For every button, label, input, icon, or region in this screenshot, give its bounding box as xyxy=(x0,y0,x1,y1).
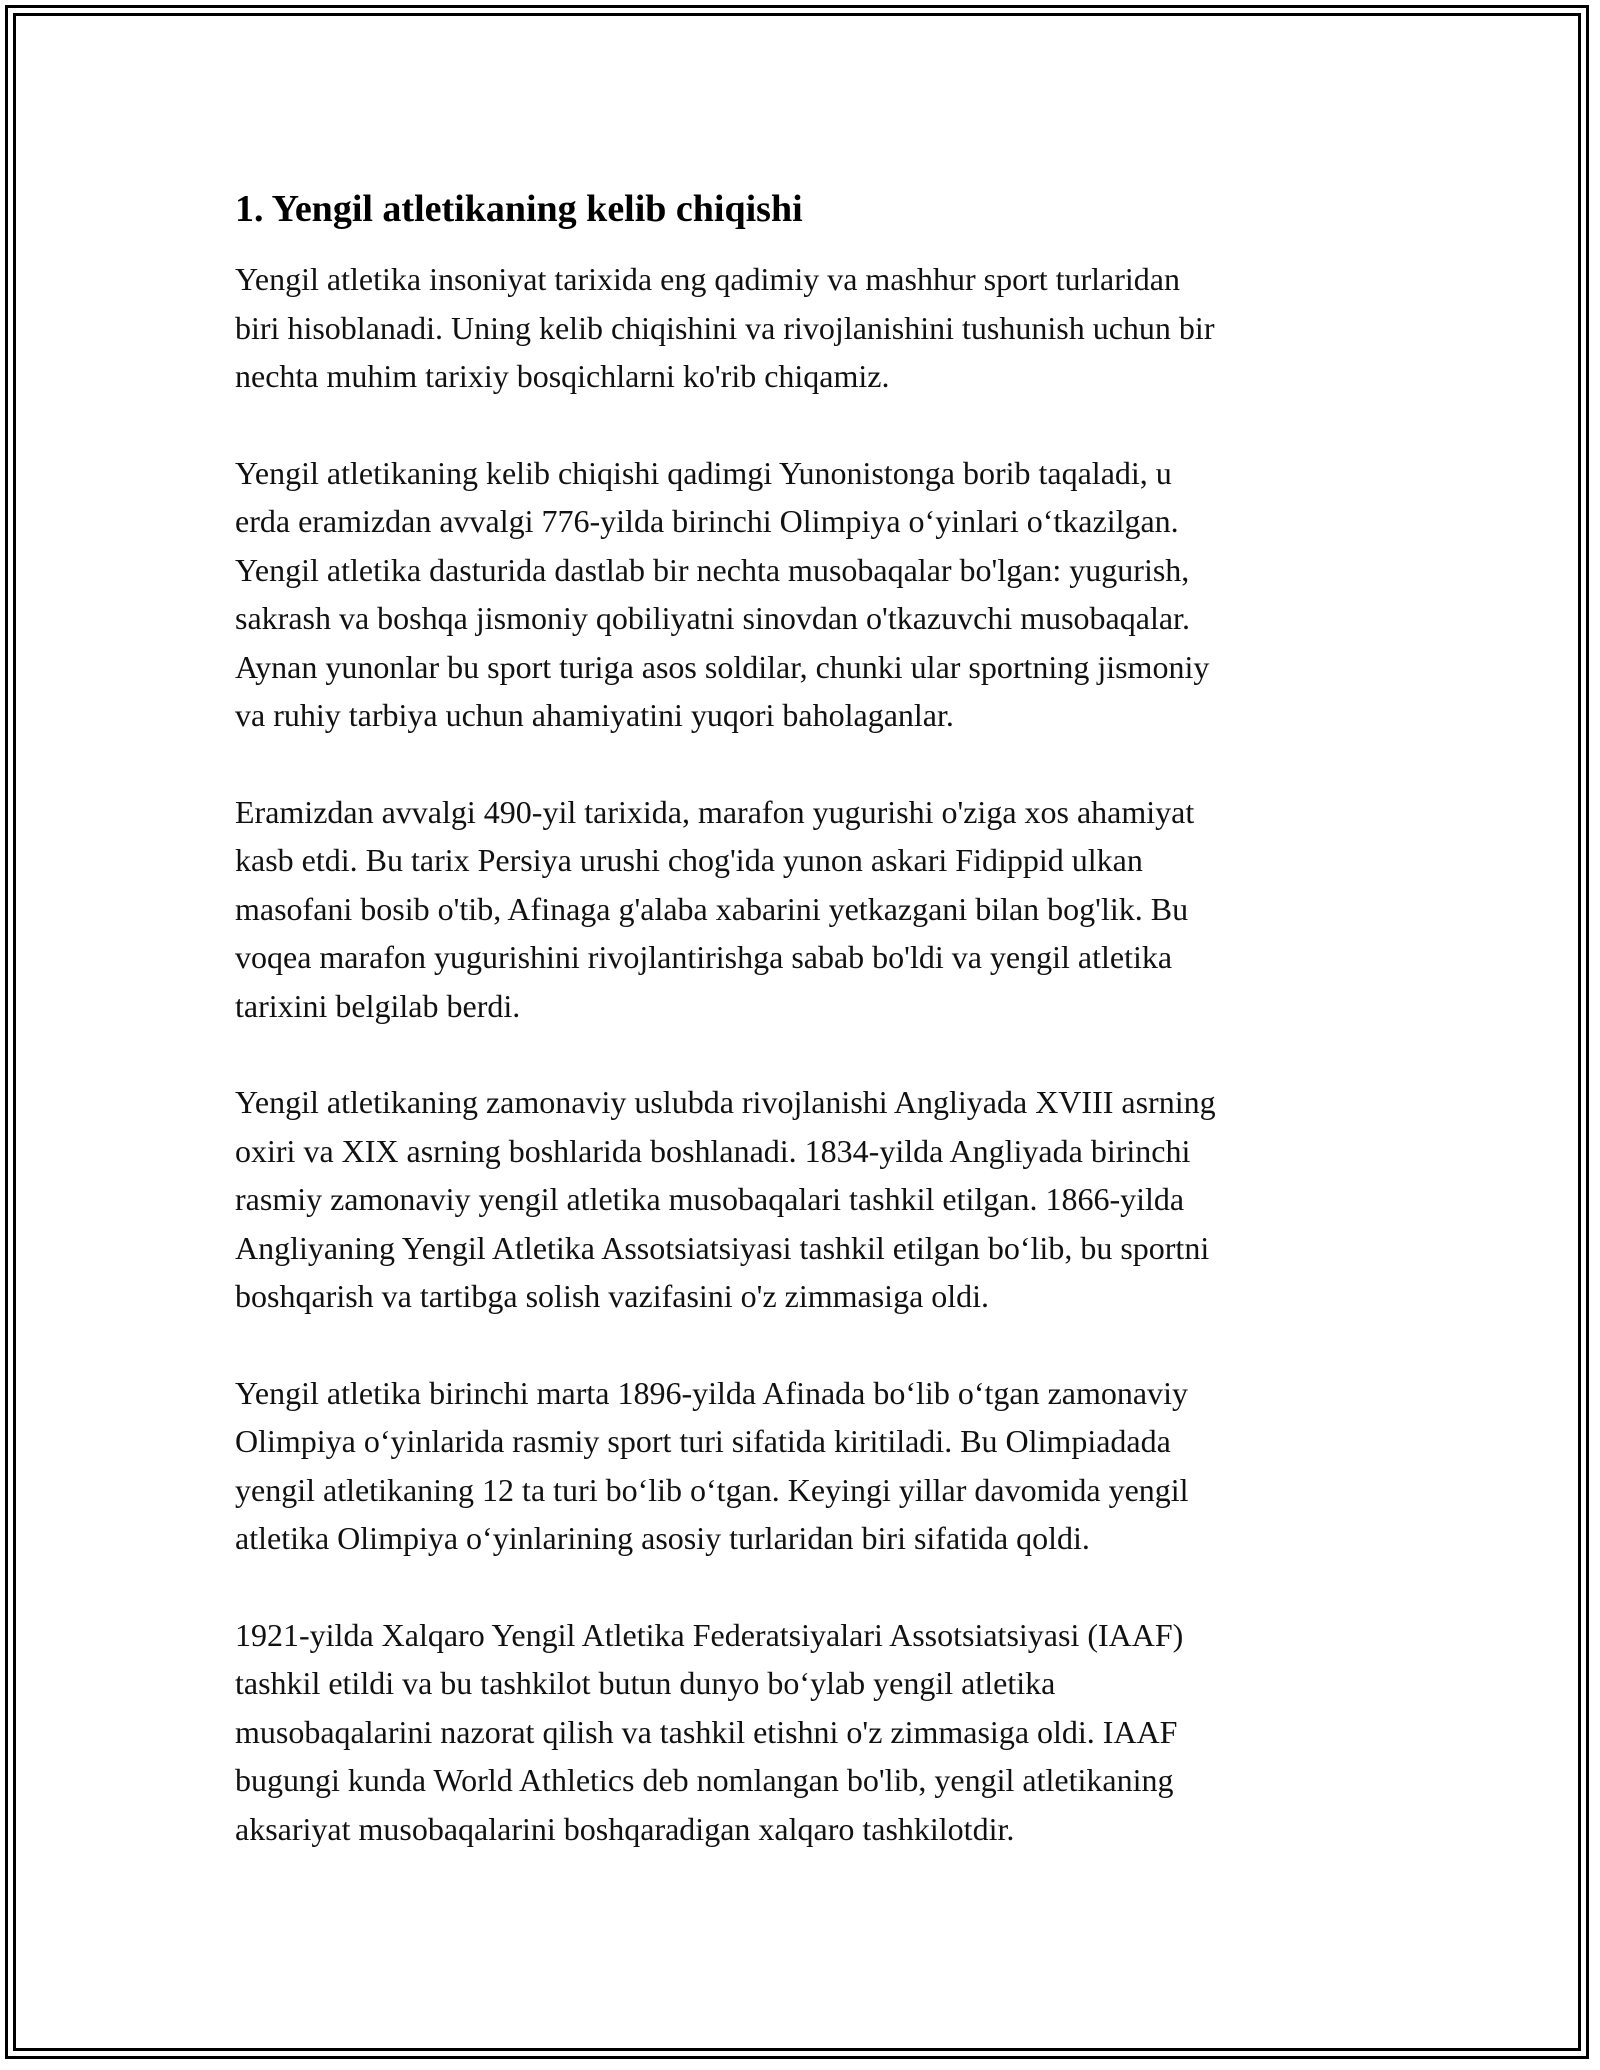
section-heading: 1. Yengil atletikaning kelib chiqishi xyxy=(235,188,803,230)
paragraph-2: Yengil atletikaning kelib chiqishi qadimgi Yunonistonga borib taqaladi, u erda eramizdan avvalgi 776-yilda birinchi Olimpiya o‘yinlari o‘tkazilgan. Yengil atletika dasturida dastlab bir nechta musobaqalar bo'lgan: yugurish, sakrash va boshqa jismoniy qobiliyatni sinovdan o'tkazuvchi musobaqalar. Aynan yunonlar bu sport turiga asos soldilar, chunki ular sportning jismoniy va ruhiy tarbiya uchun ahamiyatini yuqori baholaganlar. xyxy=(235,454,1210,733)
paragraph-3: Eramizdan avvalgi 490-yil tarixida, marafon yugurishi o'ziga xos ahamiyat kasb etdi. Bu tarix Persiya urushi chog'ida yunon askari Fidippid ulkan masofani bosib o'tib, Afinaga g'alaba xabarini yetkazgani bilan bog'lik. Bu voqea marafon yugurishini rivojlantirishga sabab bo'ldi va yengil atletika tarixini belgilab berdi. xyxy=(235,793,1195,1024)
paragraph-6: 1921-yilda Xalqaro Yengil Atletika Federatsiyalari Assotsiatsiyasi (IAAF) tashkil etildi va bu tashkilot butun dunyo bo‘ylab yengil atletika musobaqalarini nazorat qilish va tashkil etishni o'z zimmasiga oldi. IAAF bugungi kunda World Athletics deb nomlangan bo'lib, yengil atletikaning aksariyat musobaqalarini boshqaradigan xalqaro tashkilotdir. xyxy=(235,1616,1184,1847)
document-body xyxy=(235,185,1375,1901)
paragraph-5: Yengil atletika birinchi marta 1896-yilda Afinada bo‘lib o‘tgan zamonaviy Olimpiya o‘yinlarida rasmiy sport turi sifatida kiritiladi. Bu Olimpiadada yengil atletikaning 12 ta turi bo‘lib o‘tgan. Keyingi yillar davomida yengil atletika Olimpiya o‘yinlarining asosiy turlaridan biri sifatida qoldi. xyxy=(235,1374,1189,1556)
paragraph-1: Yengil atletika insoniyat tarixida eng qadimiy va mashhur sport turlaridan biri hisoblanadi. Uning kelib chiqishini va rivojlanishini tushunish uchun bir nechta muhim tarixiy bosqichlarni ko'rib chiqamiz. xyxy=(235,261,1215,394)
paragraph-4: Yengil atletikaning zamonaviy uslubda rivojlanishi Angliyada XVIII asrning oxiri va XIX asrning boshlarida boshlanadi. 1834-yilda Angliyada birinchi rasmiy zamonaviy yengil atletika musobaqalari tashkil etilgan. 1866-yilda Angliyaning Yengil Atletika Assotsiatsiyasi tashkil etilgan bo‘lib, bu sportni boshqarish va tartibga solish vazifasini o'z zimmasiga oldi. xyxy=(235,1084,1216,1314)
